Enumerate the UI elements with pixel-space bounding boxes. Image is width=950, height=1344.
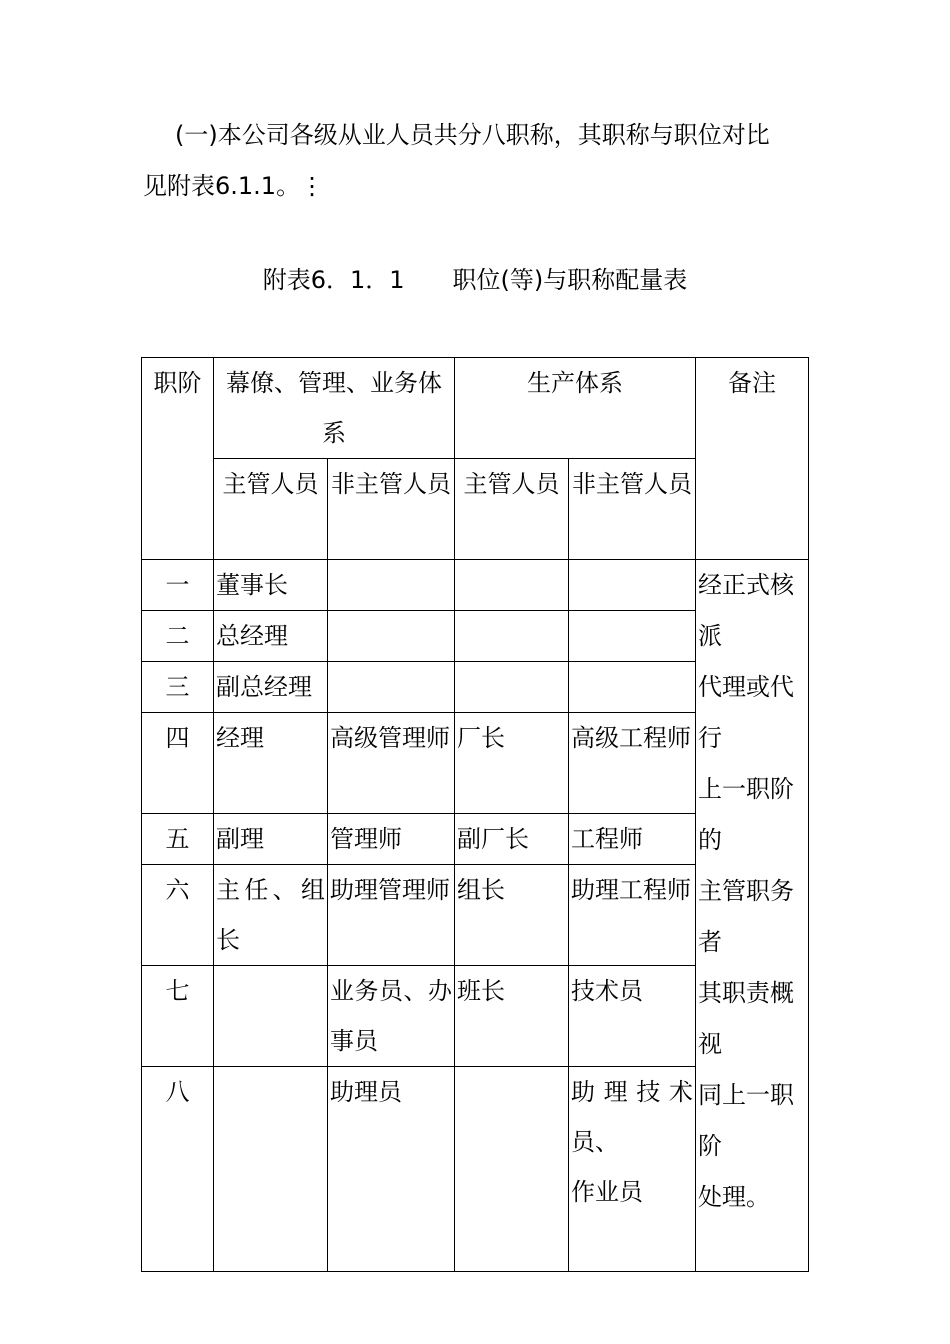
production-non-supervisor-cell: 工程师 <box>569 814 696 865</box>
rank-cell: 二 <box>142 611 214 662</box>
rank-title-table <box>141 357 809 1272</box>
production-supervisor-cell: 组长 <box>455 865 569 966</box>
production-supervisor-cell: 班长 <box>455 966 569 1067</box>
production-supervisor-cell <box>455 611 569 662</box>
header-production-system: 生产体系 <box>455 358 696 459</box>
staff-non-supervisor-cell <box>328 611 455 662</box>
remarks-line: 经正式核 <box>698 571 794 599</box>
remarks-line: 主管职务 <box>698 877 794 905</box>
production-supervisor-cell: 厂长 <box>455 713 569 814</box>
rank-cell: 四 <box>142 713 214 814</box>
remarks-line: 阶 <box>698 1132 722 1160</box>
staff-supervisor-cell: 经理 <box>214 713 328 814</box>
rank-cell: 六 <box>142 865 214 966</box>
staff-supervisor-cell: 总经理 <box>214 611 328 662</box>
production-supervisor-cell <box>455 1067 569 1272</box>
rank-cell: 一 <box>142 560 214 611</box>
staff-supervisor-cell <box>214 966 328 1067</box>
remarks-line: 的 <box>698 826 722 854</box>
intro-line-1: (一)本公司各级从业人员共分八职称，其职称与职位对比 <box>175 121 770 149</box>
production-supervisor-cell <box>455 662 569 713</box>
rank-cell: 八 <box>142 1067 214 1272</box>
staff-supervisor-cell: 主任、组长 <box>214 865 328 966</box>
production-non-supervisor-cell <box>569 662 696 713</box>
table-row <box>142 560 809 611</box>
remarks-line: 行 <box>698 724 722 752</box>
production-non-supervisor-cell <box>569 560 696 611</box>
rank-cell: 七 <box>142 966 214 1067</box>
staff-supervisor-cell: 董事长 <box>214 560 328 611</box>
remarks-line: 上一职阶 <box>698 775 794 803</box>
staff-non-supervisor-cell <box>328 662 455 713</box>
staff-non-supervisor-cell: 管理师 <box>328 814 455 865</box>
table-title: 附表6．1．1 职位(等)与职称配量表 <box>262 266 688 294</box>
staff-supervisor-cell: 副总经理 <box>214 662 328 713</box>
intro-line-2: 见附表6.1.1。⋮ <box>143 172 325 200</box>
remarks-line: 处理。 <box>698 1183 770 1211</box>
staff-non-supervisor-cell: 助理员 <box>328 1067 455 1272</box>
header-remarks: 备注 <box>696 358 809 560</box>
staff-supervisor-cell: 副理 <box>214 814 328 865</box>
production-non-supervisor-cell: 技术员 <box>569 966 696 1067</box>
production-supervisor-cell: 副厂长 <box>455 814 569 865</box>
staff-non-supervisor-cell <box>328 560 455 611</box>
staff-non-supervisor-cell: 高级管理师 <box>328 713 455 814</box>
production-supervisor-cell <box>455 560 569 611</box>
production-non-supervisor-cell <box>569 611 696 662</box>
remarks-line: 视 <box>698 1030 722 1058</box>
header-staff-system: 幕僚、管理、业务体系 <box>214 358 455 459</box>
header-staff-non-supervisor: 非主管人员 <box>328 459 455 560</box>
production-non-supervisor-cell <box>569 1067 696 1272</box>
staff-non-supervisor-cell: 助理管理师 <box>328 865 455 966</box>
production-non-supervisor-cell: 助理工程师 <box>569 865 696 966</box>
rank-cell: 三 <box>142 662 214 713</box>
header-staff-supervisor: 主管人员 <box>214 459 328 560</box>
production-non-supervisor-cell: 高级工程师 <box>569 713 696 814</box>
remarks-line: 者 <box>698 928 722 956</box>
intro-paragraph <box>143 110 823 212</box>
production-non-supervisor-line: 助理技术员、 <box>571 1078 693 1156</box>
staff-non-supervisor-cell: 业务员、办事员 <box>328 966 455 1067</box>
remarks-cell <box>696 560 809 1272</box>
remarks-line: 代理或代 <box>698 673 794 701</box>
production-non-supervisor-line: 作业员 <box>571 1178 643 1206</box>
staff-supervisor-cell <box>214 1067 328 1272</box>
remarks-line: 同上一职 <box>698 1081 794 1109</box>
header-production-supervisor: 主管人员 <box>455 459 569 560</box>
header-rank: 职阶 <box>142 358 214 560</box>
remarks-line: 其职责概 <box>698 979 794 1007</box>
remarks-line: 派 <box>698 622 722 650</box>
rank-cell: 五 <box>142 814 214 865</box>
header-production-non-supervisor: 非主管人员 <box>569 459 696 560</box>
